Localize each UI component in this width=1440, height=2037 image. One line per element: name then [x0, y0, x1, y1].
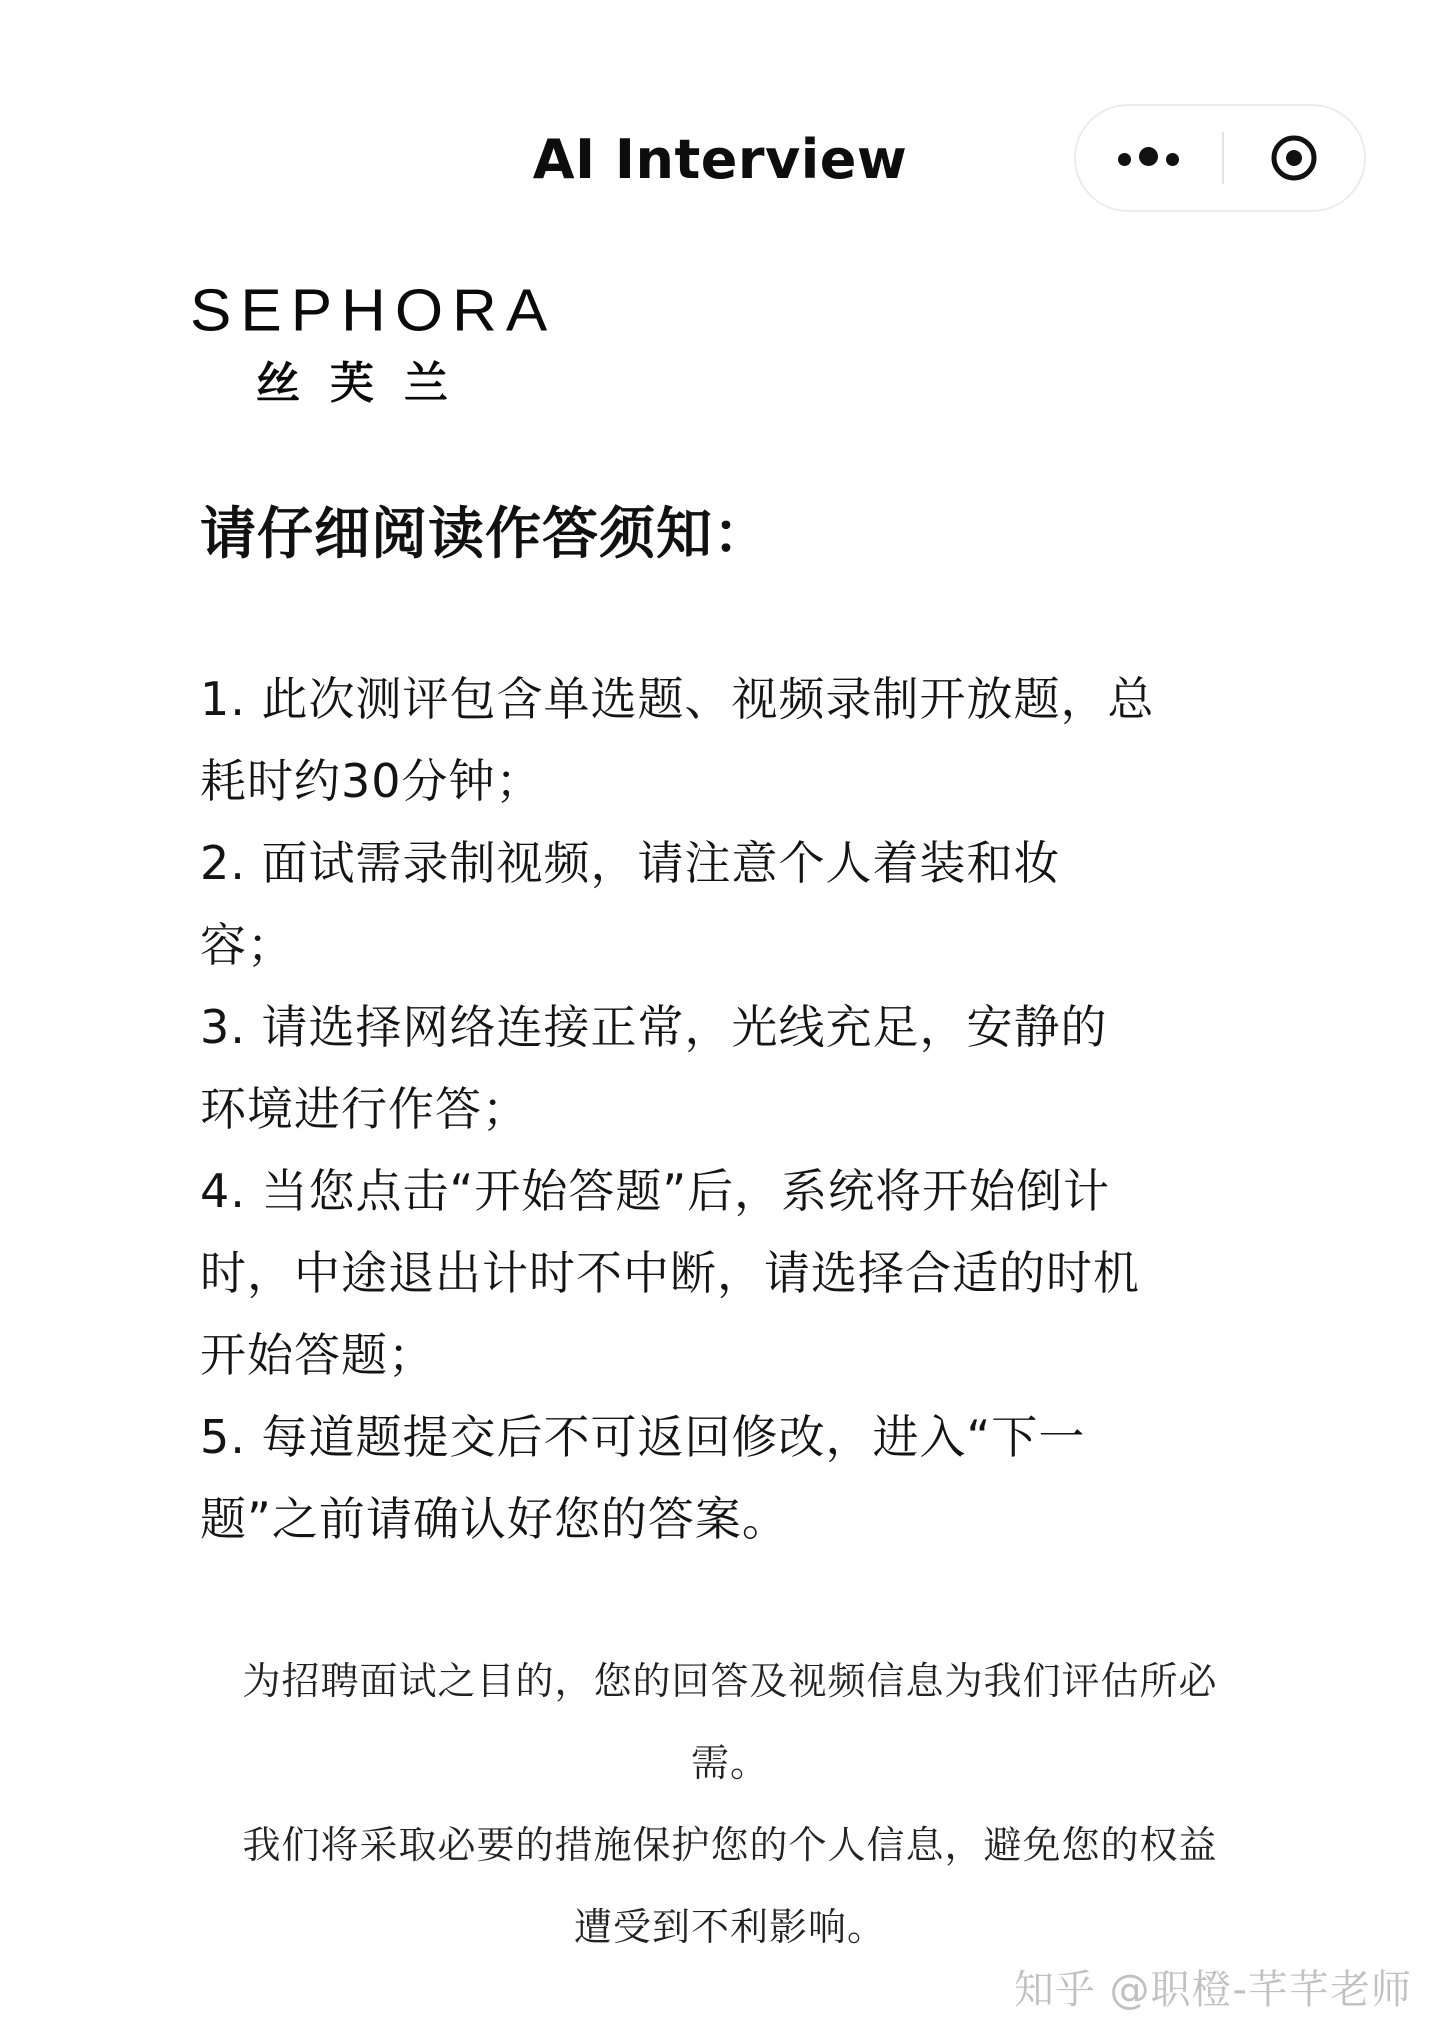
app-title: AI Interview [532, 128, 908, 191]
rule-item: 5. 每道题提交后不可返回修改，进入“下一 题”之前请确认好您的答案。 [200, 1410, 1086, 1546]
three-dots-icon [1114, 147, 1183, 170]
rule-item: 1. 此次测评包含单选题、视频录制开放题，总 耗时约30分钟； [200, 672, 1155, 808]
rules-list [200, 658, 1260, 1560]
rule-item: 3. 请选择网络连接正常，光线充足，安静的 环境进行作答； [200, 1000, 1108, 1136]
notice-heading: 请仔细阅读作答须知： [200, 502, 770, 567]
watermark: 知乎 @职橙-芊芊老师 [1013, 1967, 1412, 2013]
top-bar [0, 100, 1440, 220]
privacy-statement [200, 1640, 1260, 1968]
privacy-paragraph: 我们将采取必要的措施保护您的个人信息，避免您的权益 遭受到不利影响。 [242, 1823, 1218, 1949]
close-button[interactable] [1224, 106, 1364, 210]
logo-brand-text: SEPHORA [190, 278, 557, 344]
more-button[interactable] [1076, 106, 1221, 210]
target-circle-icon [1269, 133, 1319, 183]
sephora-logo [190, 278, 557, 409]
rule-item: 2. 面试需录制视频，请注意个人着装和妆 容； [200, 836, 1061, 972]
rule-item: 4. 当您点击“开始答题”后，系统将开始倒计 时，中途退出计时不中断，请选择合适的时机 开始答题； [200, 1164, 1140, 1382]
menu-capsule [1074, 104, 1366, 212]
privacy-paragraph: 为招聘面试之目的，您的回答及视频信息为我们评估所必 需。 [242, 1659, 1218, 1785]
logo-brand-cn: 丝芙兰 [256, 358, 478, 409]
